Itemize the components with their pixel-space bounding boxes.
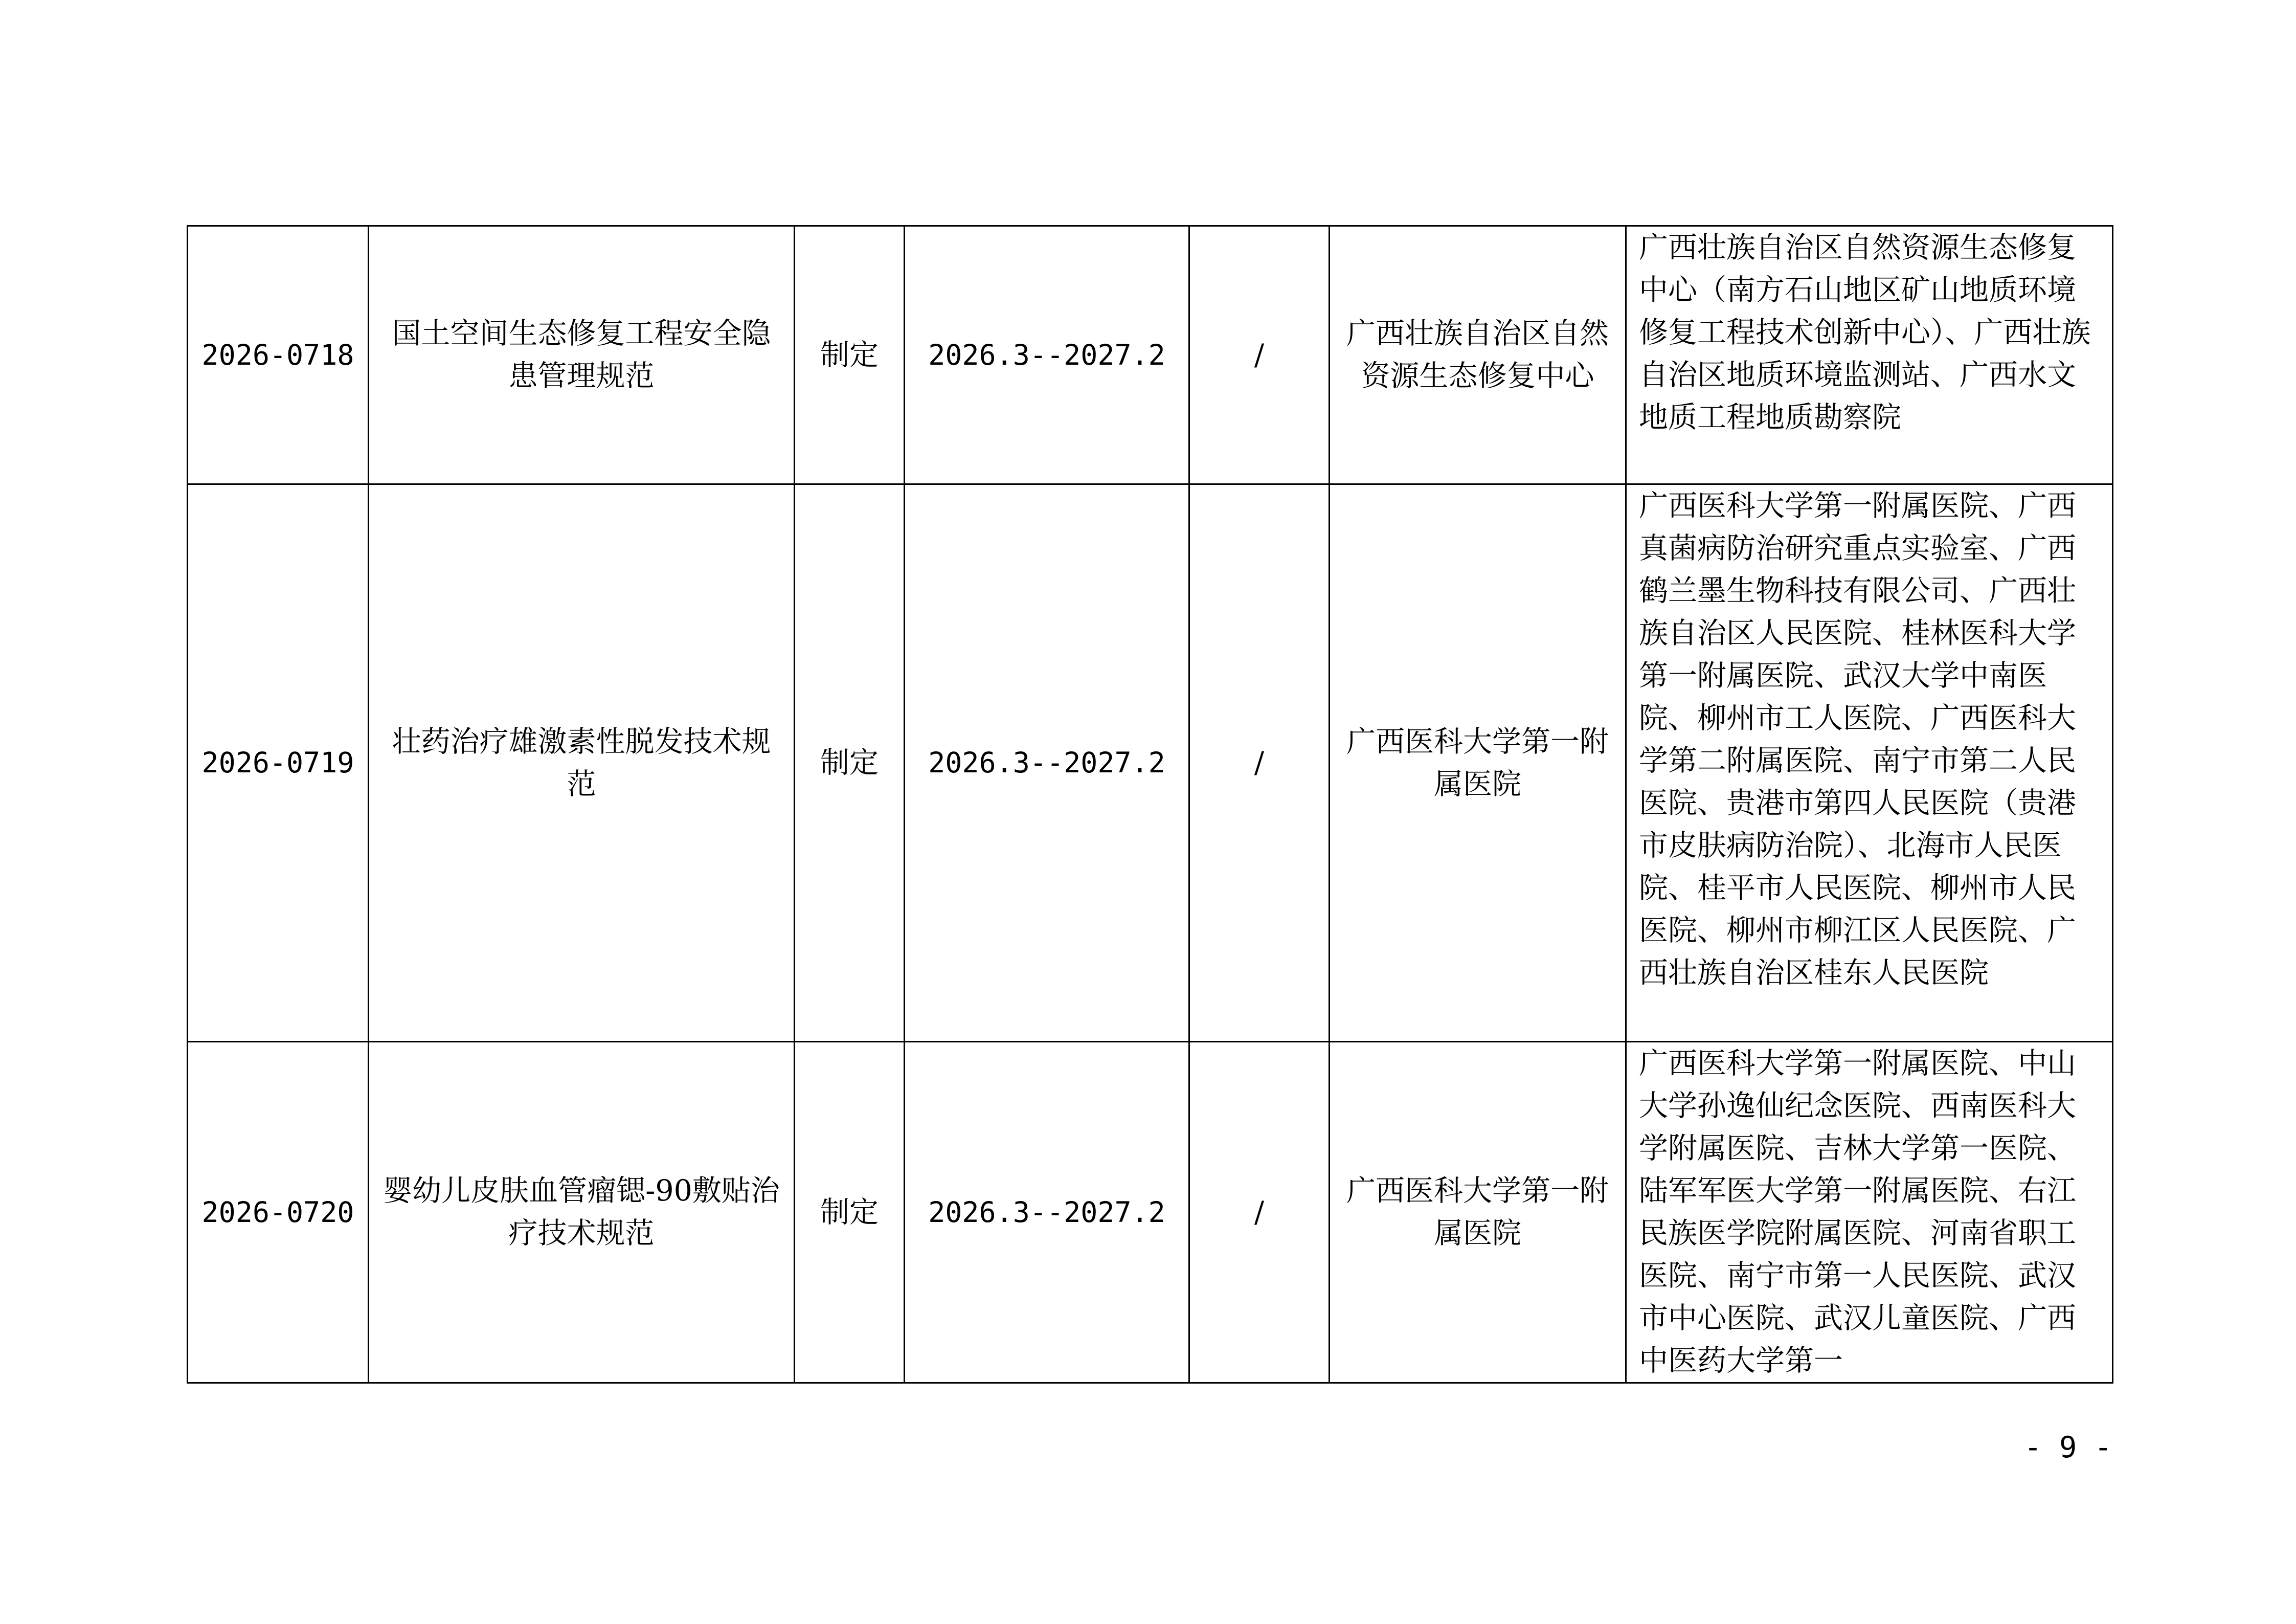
lead-unit: 广西壮族自治区自然资源生态修复中心 [1330,226,1626,484]
project-name: 壮药治疗雄激素性脱发技术规范 [369,484,795,1042]
project-type: 制定 [795,1042,905,1383]
table-row [188,1042,2113,1383]
project-type: 制定 [795,226,905,484]
project-code: 2026-0720 [188,1042,369,1383]
participating-units [1626,1042,2113,1383]
replaced-standard: / [1189,1042,1330,1383]
table-row [188,484,2113,1042]
replaced-standard: / [1189,484,1330,1042]
project-type: 制定 [795,484,905,1042]
project-period: 2026.3--2027.2 [905,226,1189,484]
lead-unit: 广西医科大学第一附属医院 [1330,484,1626,1042]
participating-units-text: 广西壮族自治区自然资源生态修复中心（南方石山地区矿山地质环境修复工程技术创新中心）、广西壮族自治区地质环境监测站、广西水文地质工程地质勘察院 [1639,231,2091,434]
participating-units [1626,484,2113,1042]
participating-units-text: 广西医科大学第一附属医院、中山大学孙逸仙纪念医院、西南医科大学附属医院、吉林大学第一医院、陆军军医大学第一附属医院、右江民族医学院附属医院、河南省职工医院、南宁市第一人民医院、武汉市中心医院、武汉儿童医院、广西中医药大学第一 [1639,1047,2076,1377]
participating-units-text: 广西医科大学第一附属医院、广西真菌病防治研究重点实验室、广西鹤兰墨生物科技有限公司、广西壮族自治区人民医院、桂林医科大学第一附属医院、武汉大学中南医院、柳州市工人医院、广西医科大学第二附属医院、南宁市第二人民医院、贵港市第四人民医院（贵港市皮肤病防治院）、北海市人民医院、桂平市人民医院、柳州市人民医院、柳州市柳江区人民医院、广西壮族自治区桂东人民医院 [1639,489,2076,990]
project-name: 婴幼儿皮肤血管瘤锶-90敷贴治疗技术规范 [369,1042,795,1383]
project-code: 2026-0718 [188,226,369,484]
table-row [188,226,2113,484]
project-period: 2026.3--2027.2 [905,1042,1189,1383]
participating-units [1626,226,2113,484]
project-code: 2026-0719 [188,484,369,1042]
project-period: 2026.3--2027.2 [905,484,1189,1042]
lead-unit: 广西医科大学第一附属医院 [1330,1042,1626,1383]
page-number: - 9 - [2024,1431,2112,1464]
project-name: 国土空间生态修复工程安全隐患管理规范 [369,226,795,484]
standards-table [187,225,2113,1384]
replaced-standard: / [1189,226,1330,484]
